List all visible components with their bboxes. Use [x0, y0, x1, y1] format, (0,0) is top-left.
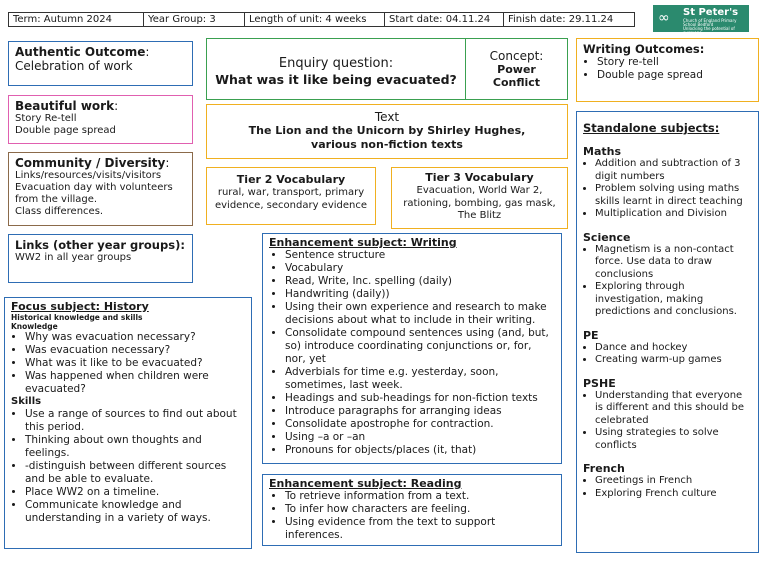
tier2-title: Tier 2 Vocabulary: [236, 173, 346, 186]
authentic-outcome-title: Authentic Outcome: [15, 45, 146, 59]
list-item: • Dance and hockey: [595, 342, 752, 355]
community-line: from the village.: [15, 194, 98, 205]
list-item: • Using their own experience and research to make decisions about what to include in their writing.: [285, 301, 555, 327]
list-item: • Communicate knowledge and understanding in a variety of ways.: [25, 499, 245, 525]
focus-knowledge-label: Knowledge: [11, 322, 58, 331]
subject-heading-maths: Maths: [583, 145, 622, 158]
list-item: • Headings and sub-headings for non-fiction texts: [285, 392, 555, 405]
logo-name: St Peter's: [683, 7, 739, 18]
community-line: Class differences.: [15, 206, 104, 217]
unit-length-cell: Length of unit: 4 weeks: [244, 12, 385, 27]
tier3-text: Evacuation, World War 2, rationing, bombing, gas mask, The Blitz: [403, 185, 556, 221]
tier2-text: rural, war, transport, primary evidence, secondary evidence: [214, 187, 368, 211]
subject-heading-science: Science: [583, 230, 631, 244]
list-item: • Consolidate apostrophe for contraction.: [285, 418, 555, 431]
enhancement-reading-box: [262, 474, 562, 546]
logo-mark-icon: ∞: [658, 10, 670, 26]
list-item: • Adverbials for time e.g. yesterday, soon, sometimes, last week.: [285, 366, 555, 392]
list-item: • Why was evacuation necessary?: [25, 331, 245, 344]
focus-subject-title: Focus subject: History: [11, 300, 149, 313]
list-item: • Vocabulary: [285, 262, 555, 275]
list-item: • Read, Write, Inc. spelling (daily): [285, 275, 555, 288]
authentic-outcome-box: Authentic Outcome: Celebration of work: [8, 41, 193, 86]
list-item: • Was happened when children were evacuated?: [25, 370, 245, 396]
list-item: • Consolidate compound sentences using (and, but, so) introduce coordinating conjunctions or, for, nor, yet: [285, 327, 555, 366]
list-item: • Was evacuation necessary?: [25, 344, 245, 357]
year-group-cell: Year Group: 3: [143, 12, 245, 27]
term-cell: Term: Autumn 2024: [8, 12, 144, 27]
list-item: • Pronouns for objects/places (it, that): [285, 444, 555, 457]
concept-label: Concept:: [489, 49, 544, 63]
text-title: The Lion and the Unicorn by Shirley Hughes, various non-fiction texts: [248, 124, 526, 151]
list-item: • To infer how characters are feeling.: [285, 503, 555, 516]
list-item: • Using evidence from the text to support inferences.: [285, 516, 555, 542]
tier2-vocab-box: [206, 167, 376, 225]
concept-conflict: Conflict: [492, 76, 541, 89]
list-item: • Handwriting (daily)): [285, 288, 555, 301]
start-date-cell: Start date: 04.11.24: [384, 12, 504, 27]
focus-skills-label: Skills: [11, 396, 42, 407]
list-item: • Magnetism is a non-contact force. Use data to draw conclusions: [595, 244, 752, 282]
enquiry-question-box: [206, 38, 466, 100]
focus-subtitle: Historical knowledge and skills: [11, 313, 143, 322]
community-line: Evacuation day with volunteers: [15, 182, 173, 193]
list-item: • Exploring through investigation, making predictions and conclusions.: [595, 281, 752, 319]
school-logo: [653, 5, 749, 35]
tier3-vocab-box: [391, 167, 568, 229]
links-title: Links (other year groups):: [15, 238, 185, 252]
list-item: • What was it like to be evacuated?: [25, 357, 245, 370]
subject-heading-pshe: PSHE: [583, 376, 616, 390]
logo-subtitle: Church of England Primary School Bedford Unlocking the potential of everyone: [683, 18, 737, 35]
finish-date-cell: Finish date: 29.11.24: [503, 12, 635, 27]
list-item: • Introduce paragraphs for arranging ideas: [285, 405, 555, 418]
enhancement-reading-title: Enhancement subject: Reading: [269, 477, 462, 490]
enhancement-writing-box: [262, 233, 562, 464]
enhancement-writing-title: Enhancement subject: Writing: [269, 236, 457, 249]
subject-heading-pe: PE: [583, 328, 599, 342]
list-item: • Greetings in French: [595, 475, 752, 488]
list-item: • Multiplication and Division: [595, 208, 752, 221]
list-item: • Place WW2 on a timeline.: [25, 486, 245, 499]
list-item: • Addition and subtraction of 3 digit numbers: [595, 158, 752, 183]
list-item: • Understanding that everyone is different and this should be celebrated: [595, 390, 752, 428]
beautiful-work-line: Story Re-tell: [15, 113, 77, 124]
links-text: WW2 in all year groups: [15, 252, 132, 263]
list-item: • Exploring French culture: [595, 488, 752, 501]
list-item: • Story re-tell: [597, 56, 752, 69]
list-item: • Double page spread: [597, 69, 752, 82]
beautiful-work-title: Beautiful work: [15, 99, 115, 113]
enquiry-question: What was it like being evacuated?: [215, 72, 457, 87]
focus-subject-box: [4, 297, 252, 549]
writing-outcomes-box: [576, 38, 759, 102]
standalone-subjects-box: [576, 111, 759, 553]
beautiful-work-box: Beautiful work: Story Re-tell Double page spread: [8, 95, 193, 144]
list-item: • Creating warm-up games: [595, 354, 752, 367]
list-item: • Using strategies to solve conflicts: [595, 427, 752, 452]
writing-outcomes-title: Writing Outcomes:: [583, 42, 705, 56]
list-item: • Thinking about own thoughts and feelings.: [25, 434, 245, 460]
standalone-title: Standalone subjects:: [583, 121, 720, 135]
subject-heading-french: French: [583, 462, 625, 475]
list-item: • Sentence structure: [285, 249, 555, 262]
beautiful-work-line: Double page spread: [15, 125, 116, 136]
community-title: Community / Diversity: [15, 156, 166, 170]
community-line: Links/resources/visits/visitors: [15, 170, 162, 181]
links-box: [8, 234, 193, 283]
list-item: • To retrieve information from a text.: [285, 490, 555, 503]
concept-box: [465, 38, 568, 100]
concept-power: Power: [497, 63, 536, 76]
community-box: Community / Diversity: Links/resources/visits/visitors Evacuation day with volunteers from the village. Class differences.: [8, 152, 193, 226]
list-item: • Using –a or –an: [285, 431, 555, 444]
list-item: • Use a range of sources to find out about this period.: [25, 408, 245, 434]
text-box: [206, 104, 568, 159]
tier3-title: Tier 3 Vocabulary: [425, 171, 534, 184]
authentic-outcome-text: Celebration of work: [15, 59, 133, 73]
enquiry-label: Enquiry question:: [278, 56, 394, 71]
list-item: • -distinguish between different sources and be able to evaluate.: [25, 460, 245, 486]
list-item: • Problem solving using maths skills learnt in direct teaching: [595, 183, 752, 208]
text-label: Text: [374, 110, 400, 124]
